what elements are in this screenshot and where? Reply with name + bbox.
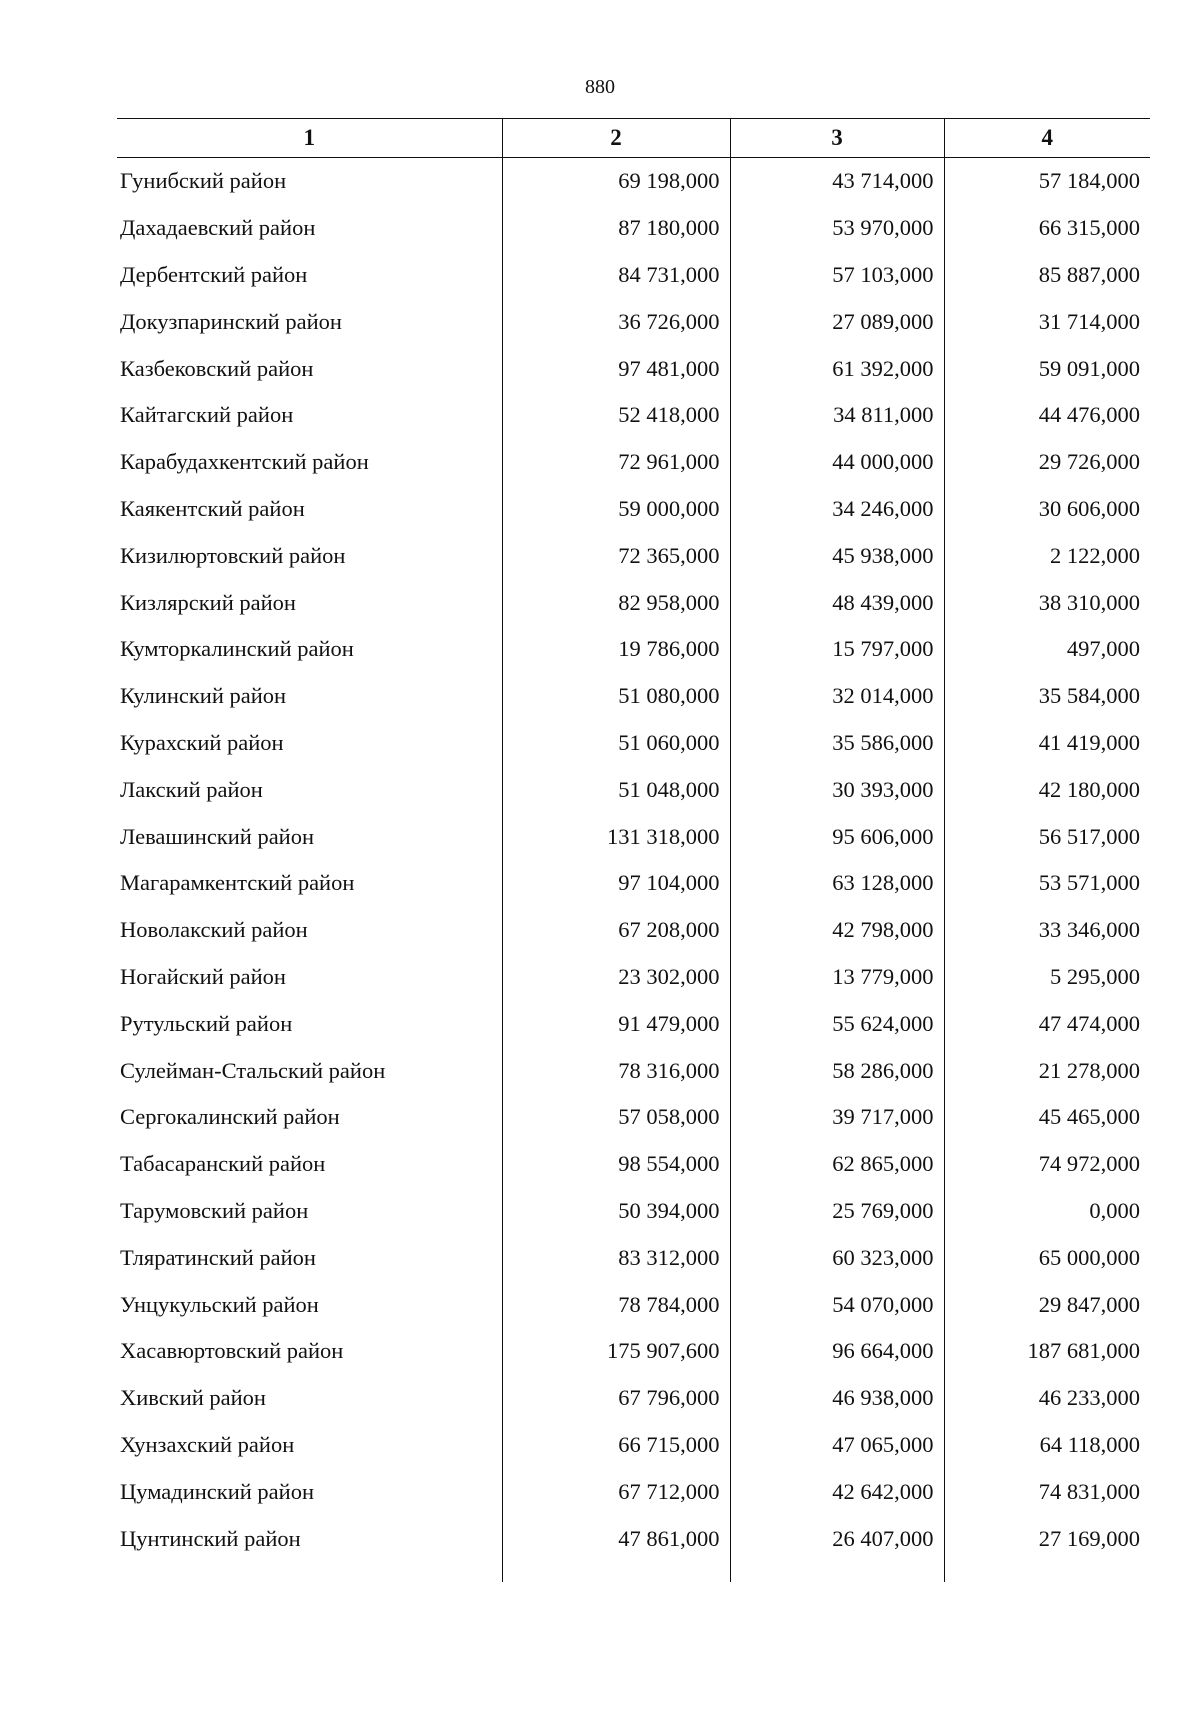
table-row bbox=[117, 205, 1150, 252]
column-3-value-cell: 55 624,000 bbox=[730, 1000, 944, 1047]
column-3-value-cell: 42 798,000 bbox=[730, 907, 944, 954]
column-3-value-cell: 63 128,000 bbox=[730, 860, 944, 907]
column-3-value-cell: 60 323,000 bbox=[730, 1234, 944, 1281]
table-row bbox=[117, 860, 1150, 907]
column-2-value-cell: 52 418,000 bbox=[502, 392, 730, 439]
column-3-value-cell: 62 865,000 bbox=[730, 1141, 944, 1188]
column-2-value-cell: 51 080,000 bbox=[502, 673, 730, 720]
column-2-value-cell: 175 907,600 bbox=[502, 1328, 730, 1375]
table-row bbox=[117, 720, 1150, 767]
district-name-cell: Гунибский район bbox=[120, 168, 287, 194]
column-4-value-cell: 47 474,000 bbox=[944, 1000, 1150, 1047]
column-4-value-cell: 45 465,000 bbox=[944, 1094, 1150, 1141]
column-3-value-cell: 39 717,000 bbox=[730, 1094, 944, 1141]
table-row bbox=[117, 252, 1150, 299]
column-3-value-cell: 44 000,000 bbox=[730, 439, 944, 486]
column-2-value-cell: 131 318,000 bbox=[502, 813, 730, 860]
spacer-cell bbox=[730, 1562, 944, 1582]
district-name-cell: Тляратинский район bbox=[120, 1244, 316, 1270]
column-4-value-cell: 31 714,000 bbox=[944, 298, 1150, 345]
table-row bbox=[117, 813, 1150, 860]
table-row bbox=[117, 673, 1150, 720]
district-name-cell: Карабудахкентский район bbox=[120, 449, 369, 475]
district-name-cell: Лакский район bbox=[120, 776, 263, 802]
column-2-value-cell: 97 481,000 bbox=[502, 345, 730, 392]
column-header-4: 4 bbox=[944, 119, 1150, 158]
column-2-value-cell: 67 712,000 bbox=[502, 1468, 730, 1515]
table-row bbox=[117, 1234, 1150, 1281]
district-name-cell: Ногайский район bbox=[120, 963, 286, 989]
district-name-cell: Тарумовский район bbox=[120, 1197, 309, 1223]
column-3-value-cell: 48 439,000 bbox=[730, 579, 944, 626]
district-name-cell: Кизилюртовский район bbox=[120, 542, 346, 568]
column-2-value-cell: 67 208,000 bbox=[502, 907, 730, 954]
district-name-cell: Рутульский район bbox=[120, 1010, 293, 1036]
column-2-value-cell: 51 060,000 bbox=[502, 720, 730, 767]
district-name-cell: Докузпаринский район bbox=[120, 308, 342, 334]
column-3-value-cell: 47 065,000 bbox=[730, 1422, 944, 1469]
column-2-value-cell: 72 365,000 bbox=[502, 532, 730, 579]
table-row bbox=[117, 486, 1150, 533]
table-row bbox=[117, 954, 1150, 1001]
table-row bbox=[117, 1094, 1150, 1141]
column-2-value-cell: 51 048,000 bbox=[502, 766, 730, 813]
column-2-value-cell: 36 726,000 bbox=[502, 298, 730, 345]
district-name-cell: Хасавюртовский район bbox=[120, 1338, 344, 1364]
district-name-cell: Хивский район bbox=[120, 1385, 266, 1411]
column-2-value-cell: 59 000,000 bbox=[502, 486, 730, 533]
district-name-cell: Дахадаевский район bbox=[120, 215, 316, 241]
column-3-value-cell: 13 779,000 bbox=[730, 954, 944, 1001]
column-2-value-cell: 78 784,000 bbox=[502, 1281, 730, 1328]
district-name-cell: Новолакский район bbox=[120, 917, 308, 943]
column-4-value-cell: 74 831,000 bbox=[944, 1468, 1150, 1515]
column-4-value-cell: 29 847,000 bbox=[944, 1281, 1150, 1328]
column-2-value-cell: 57 058,000 bbox=[502, 1094, 730, 1141]
district-name-cell: Цумадинский район bbox=[120, 1478, 314, 1504]
page-number: 880 bbox=[585, 76, 615, 98]
district-name-cell: Табасаранский район bbox=[120, 1151, 326, 1177]
column-3-value-cell: 54 070,000 bbox=[730, 1281, 944, 1328]
column-3-value-cell: 43 714,000 bbox=[730, 158, 944, 205]
table-row bbox=[117, 626, 1150, 673]
column-2-value-cell: 66 715,000 bbox=[502, 1422, 730, 1469]
table-row bbox=[117, 907, 1150, 954]
column-3-value-cell: 57 103,000 bbox=[730, 252, 944, 299]
table-header-row bbox=[117, 119, 1150, 158]
table-row bbox=[117, 1141, 1150, 1188]
column-3-value-cell: 35 586,000 bbox=[730, 720, 944, 767]
table-row bbox=[117, 158, 1150, 205]
column-2-value-cell: 47 861,000 bbox=[502, 1515, 730, 1562]
table-row bbox=[117, 766, 1150, 813]
table-body bbox=[117, 158, 1150, 1582]
district-name-cell: Унцукульский район bbox=[120, 1291, 319, 1317]
district-name-cell: Каякентский район bbox=[120, 495, 305, 521]
column-4-value-cell: 65 000,000 bbox=[944, 1234, 1150, 1281]
district-name-cell: Курахский район bbox=[120, 729, 284, 755]
column-3-value-cell: 32 014,000 bbox=[730, 673, 944, 720]
column-3-value-cell: 26 407,000 bbox=[730, 1515, 944, 1562]
column-3-value-cell: 53 970,000 bbox=[730, 205, 944, 252]
district-name-cell: Кайтагский район bbox=[120, 402, 294, 428]
table-row bbox=[117, 1188, 1150, 1235]
column-header-2: 2 bbox=[502, 119, 730, 158]
table-row bbox=[117, 1468, 1150, 1515]
budget-table bbox=[117, 118, 1150, 1582]
district-name-cell: Сулейман-Стальский район bbox=[120, 1057, 386, 1083]
column-4-value-cell: 66 315,000 bbox=[944, 205, 1150, 252]
district-name-cell: Кумторкалинский район bbox=[120, 636, 354, 662]
table-row bbox=[117, 1422, 1150, 1469]
column-3-value-cell: 25 769,000 bbox=[730, 1188, 944, 1235]
column-2-value-cell: 23 302,000 bbox=[502, 954, 730, 1001]
district-name-cell: Цунтинский район bbox=[120, 1525, 301, 1551]
column-2-value-cell: 50 394,000 bbox=[502, 1188, 730, 1235]
table-row bbox=[117, 579, 1150, 626]
spacer-cell bbox=[117, 1562, 502, 1582]
column-4-value-cell: 187 681,000 bbox=[944, 1328, 1150, 1375]
column-3-value-cell: 95 606,000 bbox=[730, 813, 944, 860]
column-4-value-cell: 29 726,000 bbox=[944, 439, 1150, 486]
table-row bbox=[117, 532, 1150, 579]
column-4-value-cell: 2 122,000 bbox=[944, 532, 1150, 579]
column-3-value-cell: 45 938,000 bbox=[730, 532, 944, 579]
column-2-value-cell: 69 198,000 bbox=[502, 158, 730, 205]
column-3-value-cell: 34 246,000 bbox=[730, 486, 944, 533]
district-name-cell: Казбековский район bbox=[120, 355, 314, 381]
column-3-value-cell: 61 392,000 bbox=[730, 345, 944, 392]
spacer-cell bbox=[502, 1562, 730, 1582]
table-row bbox=[117, 439, 1150, 486]
district-name-cell: Дербентский район bbox=[120, 261, 308, 287]
column-3-value-cell: 42 642,000 bbox=[730, 1468, 944, 1515]
column-4-value-cell: 57 184,000 bbox=[944, 158, 1150, 205]
table-row bbox=[117, 1375, 1150, 1422]
spacer-cell bbox=[944, 1562, 1150, 1582]
column-4-value-cell: 27 169,000 bbox=[944, 1515, 1150, 1562]
column-2-value-cell: 97 104,000 bbox=[502, 860, 730, 907]
column-4-value-cell: 53 571,000 bbox=[944, 860, 1150, 907]
column-4-value-cell: 44 476,000 bbox=[944, 392, 1150, 439]
column-2-value-cell: 72 961,000 bbox=[502, 439, 730, 486]
column-2-value-cell: 78 316,000 bbox=[502, 1047, 730, 1094]
column-4-value-cell: 59 091,000 bbox=[944, 345, 1150, 392]
column-3-value-cell: 96 664,000 bbox=[730, 1328, 944, 1375]
column-4-value-cell: 74 972,000 bbox=[944, 1141, 1150, 1188]
column-2-value-cell: 82 958,000 bbox=[502, 579, 730, 626]
district-name-cell: Магарамкентский район bbox=[120, 870, 355, 896]
column-4-value-cell: 5 295,000 bbox=[944, 954, 1150, 1001]
column-2-value-cell: 98 554,000 bbox=[502, 1141, 730, 1188]
column-2-value-cell: 67 796,000 bbox=[502, 1375, 730, 1422]
column-4-value-cell: 33 346,000 bbox=[944, 907, 1150, 954]
column-2-value-cell: 84 731,000 bbox=[502, 252, 730, 299]
table-tail-spacer bbox=[117, 1562, 1150, 1582]
district-name-cell: Сергокалинский район bbox=[120, 1104, 340, 1130]
column-4-value-cell: 38 310,000 bbox=[944, 579, 1150, 626]
column-4-value-cell: 35 584,000 bbox=[944, 673, 1150, 720]
column-3-value-cell: 46 938,000 bbox=[730, 1375, 944, 1422]
district-name-cell: Левашинский район bbox=[120, 823, 315, 849]
column-4-value-cell: 46 233,000 bbox=[944, 1375, 1150, 1422]
column-3-value-cell: 34 811,000 bbox=[730, 392, 944, 439]
column-4-value-cell: 497,000 bbox=[944, 626, 1150, 673]
table-row bbox=[117, 1515, 1150, 1562]
table-row bbox=[117, 1047, 1150, 1094]
table-row bbox=[117, 298, 1150, 345]
district-name-cell: Хунзахский район bbox=[120, 1431, 295, 1457]
column-4-value-cell: 85 887,000 bbox=[944, 252, 1150, 299]
column-3-value-cell: 30 393,000 bbox=[730, 766, 944, 813]
column-4-value-cell: 21 278,000 bbox=[944, 1047, 1150, 1094]
table-row bbox=[117, 392, 1150, 439]
column-2-value-cell: 91 479,000 bbox=[502, 1000, 730, 1047]
column-3-value-cell: 27 089,000 bbox=[730, 298, 944, 345]
column-2-value-cell: 19 786,000 bbox=[502, 626, 730, 673]
column-3-value-cell: 58 286,000 bbox=[730, 1047, 944, 1094]
column-4-value-cell: 41 419,000 bbox=[944, 720, 1150, 767]
district-name-cell: Кулинский район bbox=[120, 683, 287, 709]
column-4-value-cell: 56 517,000 bbox=[944, 813, 1150, 860]
column-3-value-cell: 15 797,000 bbox=[730, 626, 944, 673]
table-row bbox=[117, 1281, 1150, 1328]
table-row bbox=[117, 1000, 1150, 1047]
table-row bbox=[117, 1328, 1150, 1375]
column-4-value-cell: 42 180,000 bbox=[944, 766, 1150, 813]
column-4-value-cell: 0,000 bbox=[944, 1188, 1150, 1235]
column-header-3: 3 bbox=[730, 119, 944, 158]
column-2-value-cell: 83 312,000 bbox=[502, 1234, 730, 1281]
column-4-value-cell: 30 606,000 bbox=[944, 486, 1150, 533]
table-row bbox=[117, 345, 1150, 392]
district-name-cell: Кизлярский район bbox=[120, 589, 296, 615]
column-header-1: 1 bbox=[117, 119, 502, 158]
column-2-value-cell: 87 180,000 bbox=[502, 205, 730, 252]
column-4-value-cell: 64 118,000 bbox=[944, 1422, 1150, 1469]
